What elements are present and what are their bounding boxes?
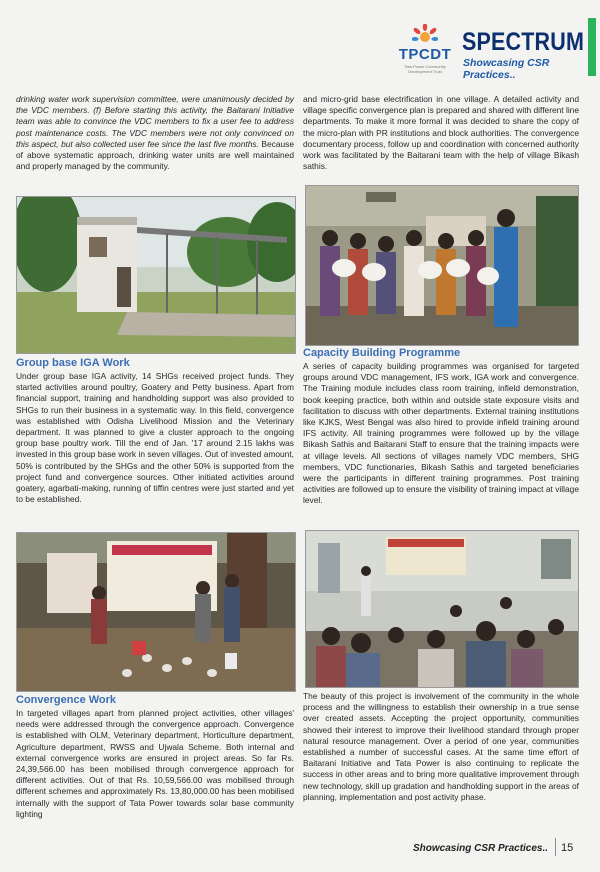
- heading-convergence: Convergence Work: [16, 694, 117, 706]
- footer-tagline: Showcasing CSR Practices..: [413, 843, 549, 854]
- page-number: 15: [561, 842, 574, 854]
- intro-rest: Because of above systematic approach, drinking water units are well maintained and properly managed by the community.: [16, 138, 294, 172]
- photo-training-hall: [305, 530, 579, 688]
- right-intro: and micro-grid base electrification in one village. A detailed activity and village specific convergence plan is prepared and shared with different line departments. To make it more formal it was decided to share the copy of the micro-plan with PR institutions and block authorities. The convergence documentary process, follow up and coordination with concerned authority work was facilitated by the Baitarani team with the help of village Bikash sathis.: [303, 94, 579, 172]
- left-intro-text: [16, 94, 294, 172]
- body-capacity-building: A series of capacity building programmes was organised for targeted groups around VDC management, IFS work, IGA work and convergence. The Training module includes class room training, infield demonstration, book keeping practice, both within and outside state exposure visits and facilitation to discuss with other departments. External training institutions like KJKS, West Bengal was also hired to provide infield training around IFS activity. All training programmes were followed up by the village Bikash Sathis and Baitarani Staff to ensure that the training impacts were at village levels. All sections of villages namely VDC members, SHG members, VDC functionaries, Bikash Sathis and targeted beneficiaries were the participants in different training programmes. Post training activities are followed up to ensure the visibility of training impact at village level.: [303, 361, 579, 506]
- header-tagline: Showcasing CSR Practices..: [463, 57, 550, 81]
- right-intro-text: [303, 94, 579, 172]
- photo-group-bags: [305, 185, 579, 346]
- section-convergence: [16, 694, 294, 820]
- closing-text: [303, 691, 579, 803]
- section-group-iga: [16, 357, 294, 505]
- heading-capacity-building: Capacity Building Programme: [303, 347, 461, 359]
- footer-divider: [555, 838, 556, 856]
- photo-poultry-shg: [16, 532, 296, 692]
- section-capacity-building: [303, 347, 579, 507]
- heading-group-iga: Group base IGA Work: [16, 357, 130, 369]
- logo-subtitle: Tata Power Community Development Trust: [404, 64, 446, 74]
- body-convergence: In targeted villages apart from planned project activities, other villages' needs were addressed through the convergence approach. Convergence is established with OLM, Veterinary department, Horticulture department, Agriculture department, RWSS and Ujwala Scheme. Both internal and external convergence works are ensured in project areas. So far Rs. 24,39,566.00 has been mobilised through convergence approach for different activities. Out of that Rs. 10,59,566.00 was mobilised through different schemes and approximately Rs. 13,80,000.00 has been mobilised internally with the support of Tata Power towards solar base community lighting: [16, 708, 294, 819]
- magazine-title: SPECTRUM: [462, 28, 585, 56]
- sun-flower-icon: [412, 24, 438, 48]
- tpcdt-logo: [394, 24, 456, 72]
- accent-bar: [588, 18, 596, 76]
- closing-paragraph: The beauty of this project is involvement of the community in the whole process and the willingness to establish their ownership in a true sense over created assets. Accepting the project opportunity, communities showed their interest to improve their livelihood standard through proper natural resource management. Over a period of one year, communities established a number of successful cases. At the same time effort of Baitarani Initiative and Tata Power is also continuing to replicate the success in other areas and to bring more qualitative improvement through new technology, skill up gradation and handholding support in the areas of planning, implementation and post activity phase.: [303, 691, 579, 802]
- photo-water-tank: [16, 196, 296, 354]
- body-group-iga: Under group base IGA activity, 14 SHGs received project funds. They started activities around poultry, Goatery and Petty business. Apart from financial support, training and handholding support was also provided to SHGs to run their business in a systematic way. In this field, convergence was established with Odisha Livelihood Mission and the Veterinary department. It was planned to give a cluster approach to the ongoing group base poultry work. Till the end of Jan. '17 around 2.15 lakhs was invested in this group base work in seven villages. Out of invested amount, 50% is contributed by the SHGs and the other 50% is supported from the project fund and convergence sources. Other initiated activities around goatery, agarbati-making, running of tiffin centres were just started and yet to be established.: [16, 371, 294, 505]
- logo-text: TPCDT: [398, 46, 452, 63]
- intro-italic: drinking water work supervision committee, were unanimously decided by the VDC members. (f) Before starting this activity, the Baitarani Initiative team was able to convince the VDC members to fix a user fee to address post maintenance costs. The VDC members were not only convinced on this aspect, but also collected user fee since the last five months.: [16, 94, 294, 149]
